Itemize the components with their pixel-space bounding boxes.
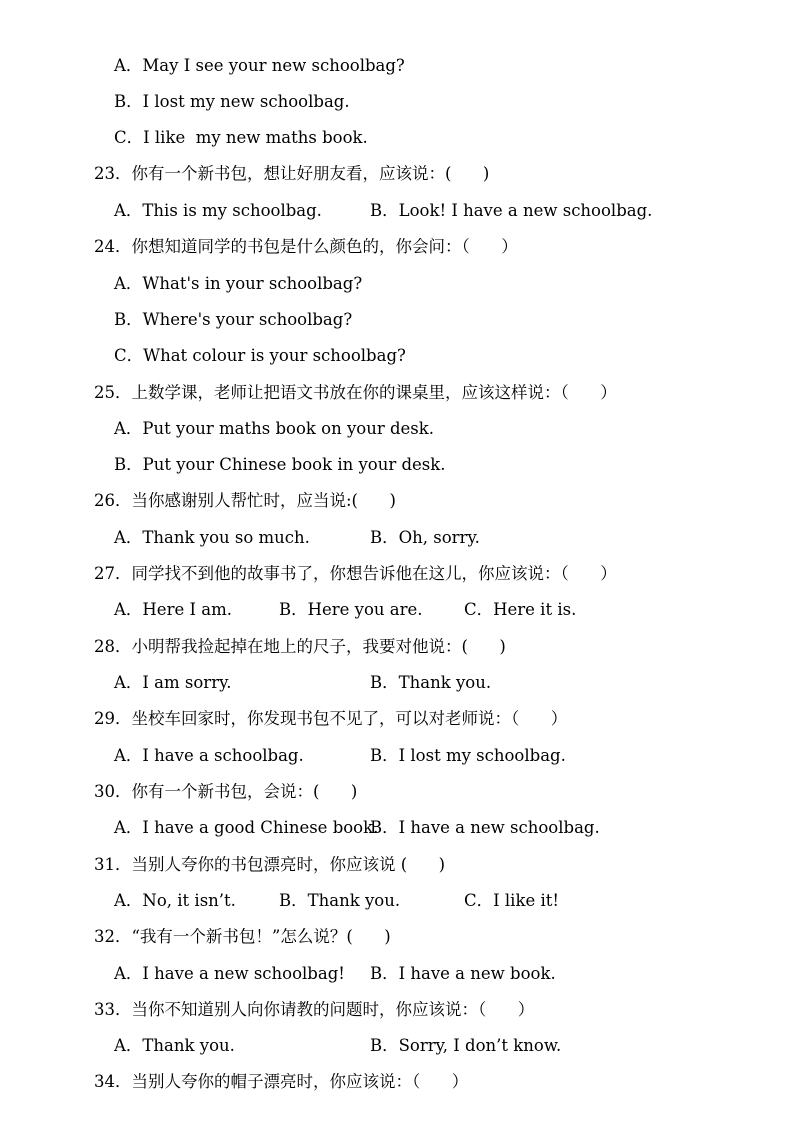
q23-option-a: A．This is my schoolbag.	[114, 201, 322, 220]
q24-option-c: C．What colour is your schoolbag?	[114, 346, 406, 365]
question-30: 30．你有一个新书包，会说：( )	[94, 782, 358, 801]
q24-option-a: A．What's in your schoolbag?	[114, 274, 363, 293]
q22-option-a: A．May I see your new schoolbag?	[114, 56, 405, 75]
q31-option-b: B．Thank you.	[279, 891, 401, 910]
question-31: 31．当别人夸你的书包漂亮时，你应该说 ( )	[94, 855, 446, 874]
q24-option-b: B．Where's your schoolbag?	[114, 310, 353, 329]
q32-option-b: B．I have a new book.	[370, 964, 556, 983]
q33-option-a: A．Thank you.	[114, 1036, 235, 1055]
q26-option-a: A．Thank you so much.	[114, 528, 310, 547]
question-34: 34．当别人夸你的帽子漂亮时，你应该说：（ ）	[94, 1072, 469, 1091]
q25-option-b: B．Put your Chinese book in your desk.	[114, 455, 446, 474]
q31-option-c: C．I like it!	[464, 891, 559, 910]
question-32: 32．“我有一个新书包！”怎么说？( )	[94, 927, 391, 946]
question-26: 26．当你感谢别人帮忙时，应当说:( )	[94, 491, 396, 510]
q27-option-c: C．Here it is.	[464, 600, 577, 619]
question-24: 24．你想知道同学的书包是什么颜色的，你会问：（ ）	[94, 237, 518, 256]
q32-option-a: A．I have a new schoolbag!	[114, 964, 345, 983]
question-29: 29．坐校车回家时，你发现书包不见了，可以对老师说：（ ）	[94, 709, 568, 728]
q25-option-a: A．Put your maths book on your desk.	[114, 419, 435, 438]
q27-option-a: A．Here I am.	[114, 600, 232, 619]
q29-option-b: B．I lost my schoolbag.	[370, 746, 566, 765]
q28-option-b: B．Thank you.	[370, 673, 492, 692]
question-28: 28．小明帮我捡起掉在地上的尺子，我要对他说：( )	[94, 637, 506, 656]
q22-option-c: C．I like my new maths book.	[114, 128, 368, 147]
q23-option-b: B．Look! I have a new schoolbag.	[370, 201, 653, 220]
question-33: 33．当你不知道别人向你请教的问题时，你应该说：（ ）	[94, 1000, 535, 1019]
q29-option-a: A．I have a schoolbag.	[114, 746, 304, 765]
question-27: 27．同学找不到他的故事书了，你想告诉他在这儿，你应该说：（ ）	[94, 564, 617, 583]
q30-option-b: B．I have a new schoolbag.	[370, 818, 600, 837]
q30-option-a: A．I have a good Chinese book.	[114, 818, 379, 837]
q33-option-b: B．Sorry, I don’t know.	[370, 1036, 562, 1055]
q27-option-b: B．Here you are.	[279, 600, 423, 619]
q26-option-b: B．Oh, sorry.	[370, 528, 480, 547]
q28-option-a: A．I am sorry.	[114, 673, 232, 692]
q22-option-b: B．I lost my new schoolbag.	[114, 92, 350, 111]
question-25: 25．上数学课，老师让把语文书放在你的课桌里，应该这样说：（ ）	[94, 383, 617, 402]
q31-option-a: A．No, it isn’t.	[114, 891, 236, 910]
question-23: 23．你有一个新书包，想让好朋友看，应该说：( )	[94, 164, 490, 183]
